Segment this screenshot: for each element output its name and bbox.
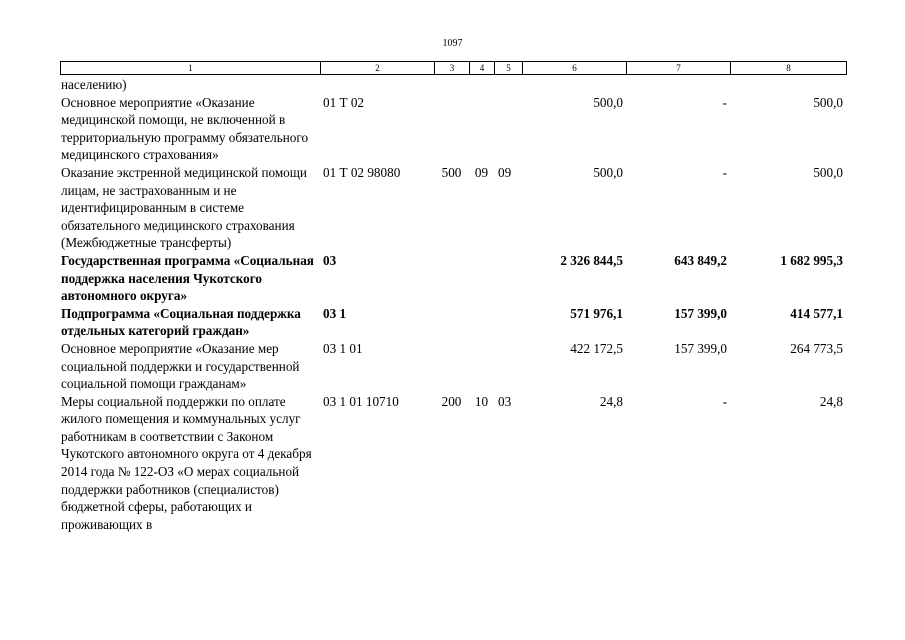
table-row (60, 252, 846, 305)
row-value-total: 2 326 844,5 (560, 252, 623, 268)
budget-table-body (60, 76, 846, 533)
budget-table (60, 76, 846, 533)
row-subsection (494, 76, 522, 94)
row-expense-type: 500 (441, 164, 462, 180)
row-expense-type: 200 (441, 393, 462, 409)
row-value-col8: 414 577,1 (790, 305, 843, 321)
row-name: Государственная программа «Социальная поддержка населения Чукотского автономного округа» (61, 252, 314, 304)
column-header: 4 (470, 62, 495, 75)
table-row (60, 393, 846, 534)
row-subsection (494, 252, 522, 305)
column-number-header (60, 61, 847, 75)
row-value-col7: - (722, 164, 727, 180)
row-value-total: 571 976,1 (570, 305, 623, 321)
row-section (469, 305, 494, 340)
row-section (469, 340, 494, 393)
row-expense-type (434, 340, 469, 393)
row-name: населению) (61, 77, 127, 92)
row-value-col7 (626, 76, 730, 94)
row-name: Оказание экстренной медицинской помощи лицам, не застрахованным и не идентифицированным в системе обязательного медицинского страхования (Межбюджетные трансферты) (61, 164, 307, 251)
row-section (469, 252, 494, 305)
row-section (469, 94, 494, 164)
row-name: Основное мероприятие «Оказание мер социальной поддержки и государственной социальной помощи гражданам» (61, 340, 300, 392)
row-value-col8 (730, 76, 846, 94)
row-section (469, 76, 494, 94)
row-code: 03 1 (323, 305, 347, 321)
row-code: 03 1 01 10710 (323, 393, 399, 409)
row-code: 03 (323, 252, 337, 268)
row-name: Основное мероприятие «Оказание медицинской помощи, не включенной в территориальную программу обязательного медицинского страхования» (61, 94, 309, 163)
row-subsection (494, 94, 522, 164)
row-code (320, 76, 434, 94)
table-row (60, 94, 846, 164)
row-section: 10 (474, 393, 489, 409)
column-header: 1 (61, 62, 321, 75)
row-expense-type (434, 252, 469, 305)
row-value-col8: 1 682 995,3 (780, 252, 843, 268)
row-name: Подпрограмма «Социальная поддержка отдельных категорий граждан» (61, 305, 301, 339)
column-header: 2 (321, 62, 435, 75)
column-header: 3 (435, 62, 470, 75)
row-subsection: 09 (498, 164, 512, 180)
column-header: 7 (627, 62, 731, 75)
column-header: 6 (523, 62, 627, 75)
row-value-col7: 157 399,0 (674, 340, 727, 356)
row-subsection: 03 (498, 393, 512, 409)
row-expense-type (434, 76, 469, 94)
row-subsection (494, 305, 522, 340)
row-expense-type (434, 305, 469, 340)
page-number: 1097 (442, 38, 463, 49)
column-header: 8 (731, 62, 847, 75)
row-value-total: 24,8 (599, 393, 623, 409)
row-code: 01 Т 02 (323, 94, 365, 110)
table-row (60, 340, 846, 393)
row-name: Меры социальной поддержки по оплате жилого помещения и коммунальных услуг работникам в соответствии с Законом Чукотского автономного округа от 4 декабря 2014 года № 122-ОЗ «О мерах социальной поддержки работников (специалистов) бюджетной сферы, работающих и проживающих в (61, 393, 312, 532)
row-value-col7: - (722, 393, 727, 409)
column-header: 5 (495, 62, 523, 75)
row-value-col7: 157 399,0 (674, 305, 727, 321)
row-value-total (522, 76, 626, 94)
row-expense-type (434, 94, 469, 164)
table-row (60, 76, 846, 94)
table-row (60, 305, 846, 340)
row-subsection (494, 340, 522, 393)
table-row (60, 164, 846, 252)
row-code: 01 Т 02 98080 (323, 164, 401, 180)
row-value-col8: 24,8 (819, 393, 843, 409)
row-value-total: 500,0 (593, 164, 623, 180)
row-value-total: 422 172,5 (570, 340, 623, 356)
row-value-col8: 500,0 (813, 94, 843, 110)
row-value-col8: 500,0 (813, 164, 843, 180)
row-value-col7: 643 849,2 (674, 252, 727, 268)
row-value-total: 500,0 (593, 94, 623, 110)
row-code: 03 1 01 (323, 340, 363, 356)
row-value-col7: - (722, 94, 727, 110)
row-value-col8: 264 773,5 (790, 340, 843, 356)
row-section: 09 (474, 164, 489, 180)
